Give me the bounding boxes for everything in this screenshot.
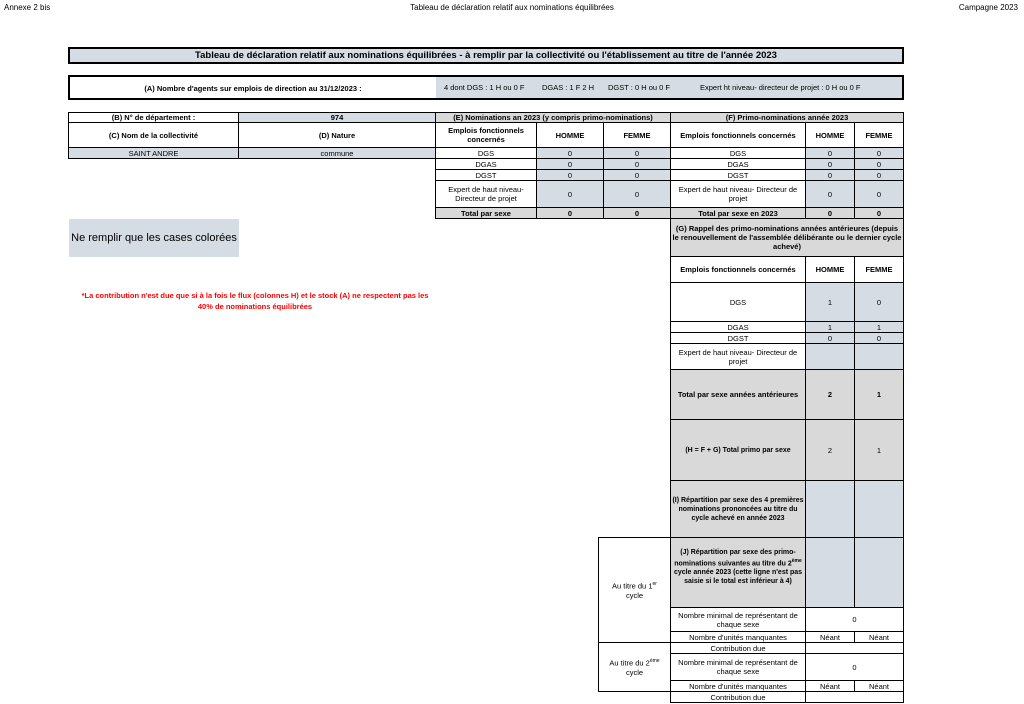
section-g-col-femme: FEMME (854, 256, 904, 283)
header-left: Annexe 2 bis (4, 3, 51, 12)
section-a-dgas: DGAS : 1 F 2 H (542, 83, 595, 92)
h-total-femme: 1 (854, 419, 904, 481)
section-g-row-label: DGST (670, 332, 806, 344)
section-f-row-label: Expert de haut niveau- Directeur de projet (670, 180, 806, 208)
section-g-row-label: DGAS (670, 321, 806, 333)
section-g-row-femme[interactable] (854, 343, 904, 370)
cycle1-label-text2: cycle (625, 590, 644, 600)
section-g-row-femme[interactable]: 0 (854, 332, 904, 344)
section-f-row-homme[interactable]: 0 (805, 169, 855, 181)
cycle2-contrib-label: Contribution due (670, 691, 806, 703)
j-femme[interactable] (854, 537, 904, 608)
section-f-col-emplois: Emplois fonctionnels concernés (670, 122, 806, 148)
cycle2-min-value: 0 (805, 653, 904, 681)
header-right: Campagne 2023 (958, 3, 1018, 12)
section-e-row-homme[interactable]: 0 (536, 180, 604, 208)
i-femme[interactable] (854, 480, 904, 538)
page-title: Tableau de déclaration relatif aux nominations équilibrées - à remplir par la collectivité ou l'établissement au titre de l'année 2023 (68, 47, 904, 64)
h-total-label: (H = F + G) Total primo par sexe (670, 419, 806, 481)
cycle1-label-text: Au titre du 1 (612, 581, 653, 591)
section-e-total-homme: 0 (536, 207, 604, 219)
j-label-b: cycle année 2023 (cette ligne n'est pas saisie si le total est inférieur à 4) (673, 569, 803, 586)
section-a (68, 75, 904, 100)
section-g-total-femme: 1 (854, 369, 904, 420)
red-note-line2: 40% de nominations équilibrées (197, 302, 313, 311)
section-g-row-homme[interactable]: 1 (805, 282, 855, 322)
cycle2-label (598, 642, 671, 692)
cycle1-manq-femme: Néant (854, 631, 904, 643)
section-e-row-label: DGS (435, 147, 537, 159)
cycle1-manq-homme: Néant (805, 631, 855, 643)
section-g-title: (G) Rappel des primo-nominations années antérieures (depuis le renouvellement de l'assemblée délibérante ou le dernier cycle achevé) (670, 218, 904, 257)
section-f-row-homme[interactable]: 0 (805, 158, 855, 170)
cycle2-contrib-value (805, 691, 904, 703)
cycle2-manq-homme: Néant (805, 680, 855, 692)
nature-label: (D) Nature (238, 122, 436, 148)
section-a-dgst: DGST : 0 H ou 0 F (608, 83, 670, 92)
header-center: Tableau de déclaration relatif aux nominations équilibrées (410, 3, 614, 12)
cycle2-manq-label: Nombre d'unités manquantes (670, 680, 806, 692)
section-f-row-label: DGST (670, 169, 806, 181)
cycle1-label (598, 537, 671, 643)
cycle1-manq-label: Nombre d'unités manquantes (670, 631, 806, 643)
section-e-row-homme[interactable]: 0 (536, 158, 604, 170)
section-f-row-label: DGS (670, 147, 806, 159)
section-e-total-femme: 0 (603, 207, 671, 219)
section-e-col-homme: HOMME (536, 122, 604, 148)
section-g-row-label: Expert de haut niveau- Directeur de projet (670, 343, 806, 370)
section-f-row-femme[interactable]: 0 (854, 158, 904, 170)
section-g-total-label: Total par sexe années antérieures (670, 369, 806, 420)
section-f-row-homme[interactable]: 0 (805, 147, 855, 159)
section-e-row-homme[interactable]: 0 (536, 169, 604, 181)
h-total-homme: 2 (805, 419, 855, 481)
section-e-total-label: Total par sexe (435, 207, 537, 219)
section-g-col-homme: HOMME (805, 256, 855, 283)
section-f-row-femme[interactable]: 0 (854, 169, 904, 181)
cycle1-min-label: Nombre minimal de représentant de chaque sexe (670, 607, 806, 632)
section-g-row-homme[interactable]: 1 (805, 321, 855, 333)
cycle1-min-value: 0 (805, 607, 904, 632)
section-e-col-femme: FEMME (603, 122, 671, 148)
j-label-sup: ème (791, 558, 802, 564)
section-f-row-label: DGAS (670, 158, 806, 170)
section-e-row-femme[interactable]: 0 (603, 147, 671, 159)
red-note-line1: *La contribution n'est due que si à la fois le flux (colonnes H) et le stock (A) ne respectent pas les (81, 291, 429, 300)
section-a-expert: Expert ht niveau- directeur de projet : 0 H ou 0 F (700, 83, 861, 92)
section-f-title: (F) Primo-nominations année 2023 (670, 112, 904, 123)
section-g-row-homme[interactable] (805, 343, 855, 370)
section-a-values (436, 77, 902, 98)
section-g-total-homme: 2 (805, 369, 855, 420)
section-f-col-femme: FEMME (854, 122, 904, 148)
section-f-row-femme[interactable]: 0 (854, 180, 904, 208)
section-e-col-emplois: Emplois fonctionnels concernés (435, 122, 537, 148)
cycle2-label-text: Au titre du 2 (609, 658, 650, 668)
section-a-label: (A) Nombre d'agents sur emplois de direction au 31/12/2023 : (144, 84, 362, 93)
dept-label: (B) N° de département : (68, 112, 239, 123)
cycle1-contrib-label: Contribution due (670, 642, 806, 654)
j-label (670, 537, 806, 608)
section-g-row-femme[interactable]: 1 (854, 321, 904, 333)
i-label: (I) Répartition par sexe des 4 premières nominations prononcées au titre du cycle achevé en année 2023 (670, 480, 806, 538)
dept-value[interactable]: 974 (238, 112, 436, 123)
j-label-a: (J) Répartition par sexe des primo-nominations suivantes au titre du 2 (674, 549, 796, 568)
cycle1-label-sup: er (652, 581, 657, 588)
section-f-row-homme[interactable]: 0 (805, 180, 855, 208)
section-a-dgs: 4 dont DGS : 1 H ou 0 F (444, 83, 525, 92)
cycle2-label-text2: cycle (625, 667, 644, 677)
collectivite-label: (C) Nom de la collectivité (68, 122, 239, 148)
section-e-row-label: DGAS (435, 158, 537, 170)
section-f-col-homme: HOMME (805, 122, 855, 148)
section-e-row-femme[interactable]: 0 (603, 169, 671, 181)
cycle2-min-label: Nombre minimal de représentant de chaque sexe (670, 653, 806, 681)
section-e-row-homme[interactable]: 0 (536, 147, 604, 159)
cycle2-label-sup: ème (649, 658, 660, 665)
section-e-row-label: DGST (435, 169, 537, 181)
section-e-title: (E) Nominations an 2023 (y compris primo-nominations) (435, 112, 671, 123)
section-g-row-homme[interactable]: 0 (805, 332, 855, 344)
section-g-col-emplois: Emplois fonctionnels concernés (670, 256, 806, 283)
i-homme[interactable] (805, 480, 855, 538)
section-g-row-femme[interactable]: 0 (854, 282, 904, 322)
section-f-row-femme[interactable]: 0 (854, 147, 904, 159)
section-e-row-femme[interactable]: 0 (603, 180, 671, 208)
section-g-row-label: DGS (670, 282, 806, 322)
nature-value[interactable]: commune (238, 147, 436, 159)
section-f-total-femme: 0 (854, 207, 904, 219)
j-homme[interactable] (805, 537, 855, 608)
section-e-row-label: Expert de haut niveau-Directeur de projet (435, 180, 537, 208)
section-e-row-femme[interactable]: 0 (603, 158, 671, 170)
section-f-total-homme: 0 (805, 207, 855, 219)
collectivite-value[interactable]: SAINT ANDRE (68, 147, 239, 159)
note-box: Ne remplir que les cases colorées (69, 219, 239, 257)
section-f-total-label: Total par sexe en 2023 (670, 207, 806, 219)
cycle2-manq-femme: Néant (854, 680, 904, 692)
